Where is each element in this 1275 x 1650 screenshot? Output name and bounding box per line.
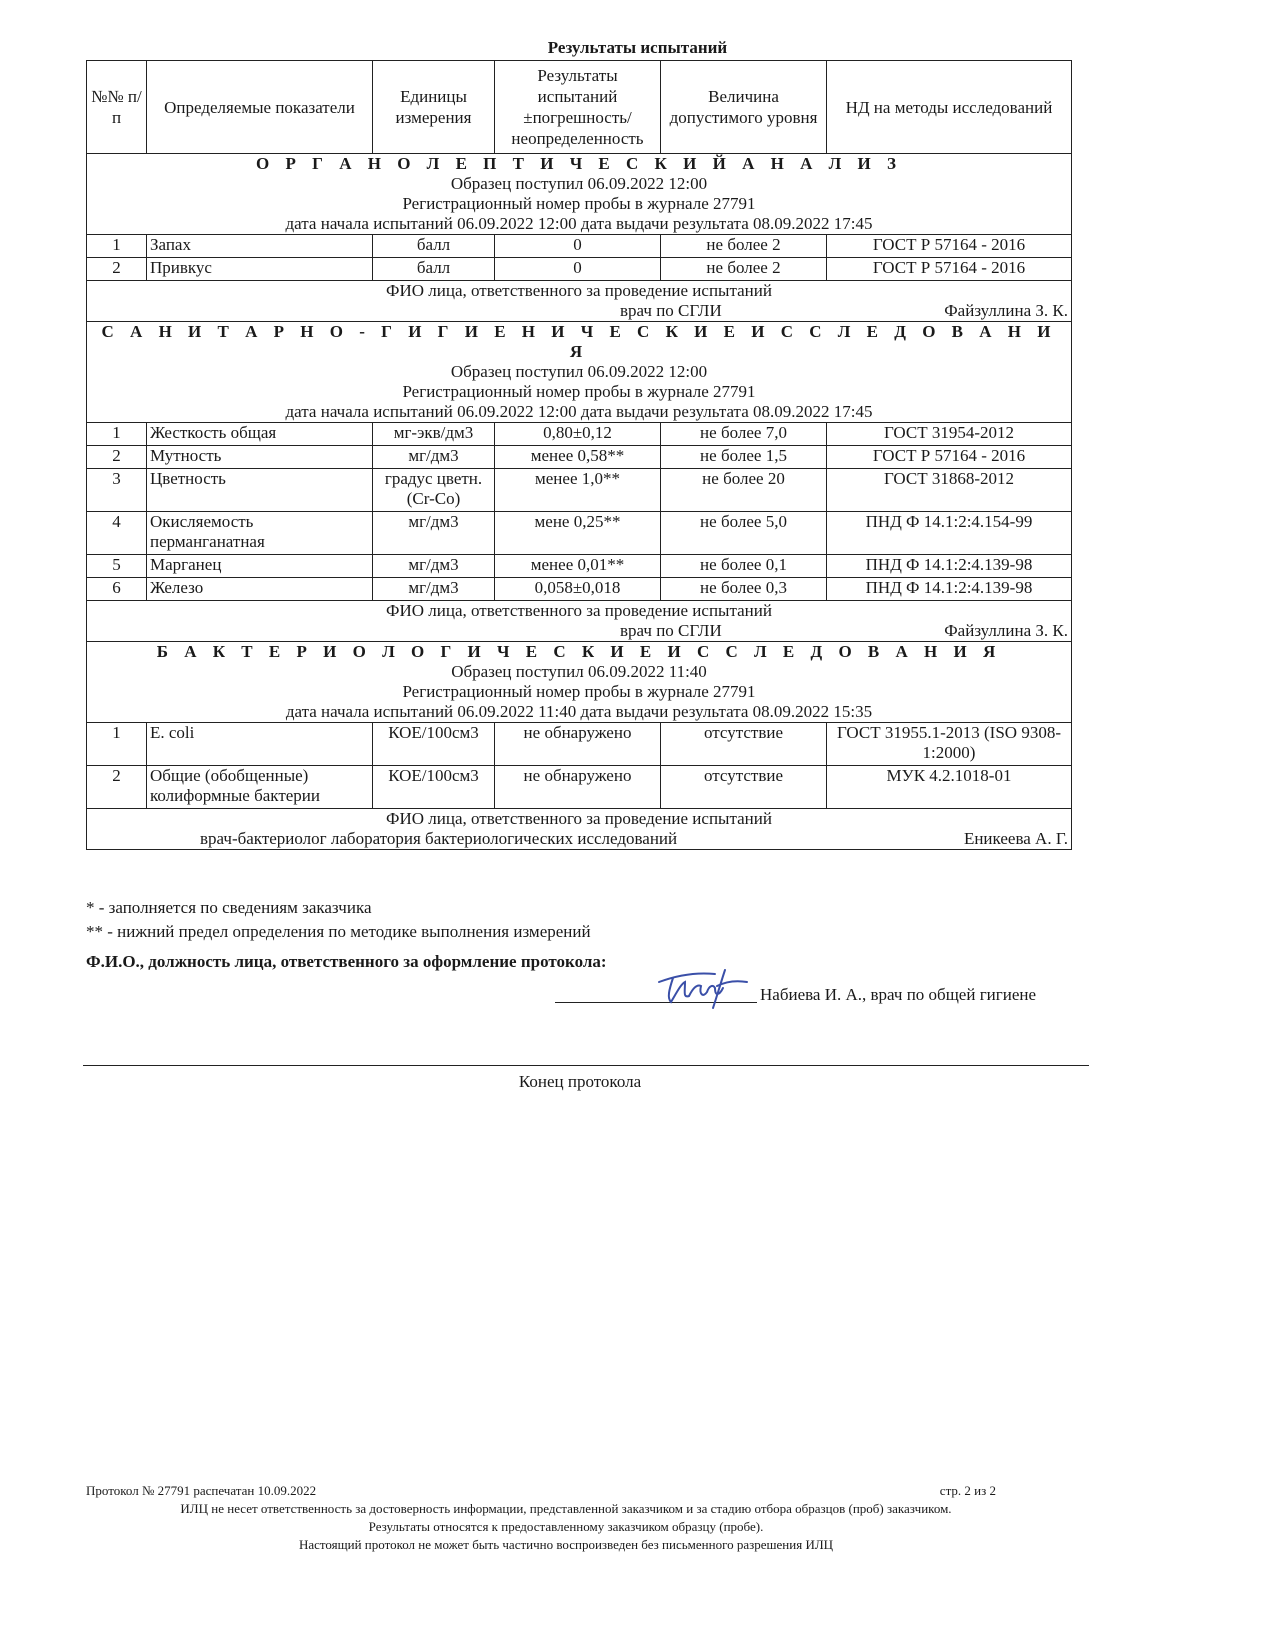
unit: градус цветн.(Cr-Co) <box>373 469 495 512</box>
test-dates: дата начала испытаний 06.09.2022 12:00 дата выдачи результата 08.09.2022 17:45 <box>285 402 873 421</box>
row-number: 1 <box>87 423 147 446</box>
limit: не более 2 <box>661 258 827 281</box>
column-header-method: НД на методы исследований <box>827 61 1072 154</box>
section-title: С А Н И Т А Р Н О - Г И Г И Е Н И Ч Е С К И Е И С С Л Е Д О В А Н И Я <box>101 322 1057 361</box>
indicator-name: Жесткость общая <box>147 423 373 446</box>
method: ПНД Ф 14.1:2:4.139-98 <box>827 578 1072 601</box>
table-row <box>87 258 1072 281</box>
responsible-name: Еникеева А. Г. <box>963 829 1068 848</box>
unit: мг/дм3 <box>373 555 495 578</box>
indicator-name: Общие (обобщенные) колиформные бактерии <box>147 766 373 809</box>
section-header-sanitary <box>87 322 1072 423</box>
row-number: 3 <box>87 469 147 512</box>
row-number: 1 <box>87 723 147 766</box>
sample-received: Образец поступил 06.09.2022 12:00 <box>450 362 708 381</box>
table-row <box>87 446 1072 469</box>
responsible-role: врач-бактериолог лаборатория бактериологических исследований <box>200 829 678 848</box>
unit: мг-экв/дм3 <box>373 423 495 446</box>
responsible-role: врач по СГЛИ <box>620 621 722 640</box>
results-table <box>86 60 1072 850</box>
indicator-name: Железо <box>147 578 373 601</box>
disclaimer-line: ИЛЦ не несет ответственность за достоверность информации, представленной заказчиком и за стадию отбора образцов (проб) заказчиком. <box>180 1501 952 1516</box>
limit: не более 7,0 <box>661 423 827 446</box>
sample-received: Образец поступил 06.09.2022 12:00 <box>450 174 708 193</box>
result: 0,80±0,12 <box>495 423 661 446</box>
result: менее 0,01** <box>495 555 661 578</box>
method: ПНД Ф 14.1:2:4.139-98 <box>827 555 1072 578</box>
column-header-unit: Единицы измерения <box>373 61 495 154</box>
column-header-indicator: Определяемые показатели <box>147 61 373 154</box>
result: 0 <box>495 235 661 258</box>
test-dates: дата начала испытаний 06.09.2022 11:40 дата выдачи результата 08.09.2022 15:35 <box>285 702 873 721</box>
section-header-bacteriological <box>87 642 1072 723</box>
method: ГОСТ Р 57164 - 2016 <box>827 258 1072 281</box>
indicator-name: Марганец <box>147 555 373 578</box>
row-number: 2 <box>87 446 147 469</box>
unit: мг/дм3 <box>373 578 495 601</box>
row-number: 5 <box>87 555 147 578</box>
protocol-print-info: Протокол № 27791 распечатан 10.09.2022 <box>86 1483 317 1498</box>
result: 0 <box>495 258 661 281</box>
footnote-detection-limit: ** - нижний предел определения по методике выполнения измерений <box>86 922 591 941</box>
result: не обнаружено <box>495 723 661 766</box>
result: менее 0,58** <box>495 446 661 469</box>
column-header-result: Результаты испытаний ±погрешность/ неопределенность <box>495 61 661 154</box>
page-title: Результаты испытаний <box>547 38 728 57</box>
responsible-name: Файзуллина З. К. <box>944 621 1068 640</box>
limit: не более 0,3 <box>661 578 827 601</box>
section-header-organoleptic <box>87 154 1072 235</box>
responsible-name: Файзуллина З. К. <box>944 301 1068 320</box>
method: МУК 4.2.1018-01 <box>827 766 1072 809</box>
registration-number: Регистрационный номер пробы в журнале 27791 <box>402 194 756 213</box>
limit: отсутствие <box>661 723 827 766</box>
column-header-number: №№ п/п <box>87 61 147 154</box>
method: ПНД Ф 14.1:2:4.154-99 <box>827 512 1072 555</box>
table-row <box>87 469 1072 512</box>
indicator-name: Мутность <box>147 446 373 469</box>
unit: КОЕ/100см3 <box>373 766 495 809</box>
table-row <box>87 512 1072 555</box>
table-row <box>87 423 1072 446</box>
table-header-row <box>87 61 1072 154</box>
result: менее 1,0** <box>495 469 661 512</box>
unit: балл <box>373 235 495 258</box>
indicator-name: E. coli <box>147 723 373 766</box>
footnotes <box>86 896 591 944</box>
indicator-name: Цветность <box>147 469 373 512</box>
disclaimer-line: Настоящий протокол не может быть частично воспроизведен без письменного разрешения ИЛЦ <box>298 1537 834 1552</box>
limit: не более 5,0 <box>661 512 827 555</box>
method: ГОСТ 31954-2012 <box>827 423 1072 446</box>
responsible-row <box>87 601 1072 642</box>
responsible-label: ФИО лица, ответственного за проведение испытаний <box>386 281 772 300</box>
method: ГОСТ Р 57164 - 2016 <box>827 446 1072 469</box>
row-number: 1 <box>87 235 147 258</box>
signer-name: Набиева И. А., врач по общей гигиене <box>760 985 1037 1004</box>
table-row <box>87 766 1072 809</box>
limit: не более 0,1 <box>661 555 827 578</box>
section-title: О Р Г А Н О Л Е П Т И Ч Е С К И Й А Н А Л И З <box>256 154 902 173</box>
responsible-row <box>87 809 1072 850</box>
indicator-name: Окисляемость перманганатная <box>147 512 373 555</box>
responsible-label: ФИО лица, ответственного за проведение испытаний <box>386 809 772 828</box>
column-header-limit: Величина допустимого уровня <box>661 61 827 154</box>
unit: КОЕ/100см3 <box>373 723 495 766</box>
result: мене 0,25** <box>495 512 661 555</box>
limit: не более 20 <box>661 469 827 512</box>
row-number: 2 <box>87 258 147 281</box>
table-row <box>87 235 1072 258</box>
section-title: Б А К Т Е Р И О Л О Г И Ч Е С К И Е И С С Л Е Д О В А Н И Я <box>156 642 1002 661</box>
limit: не более 2 <box>661 235 827 258</box>
limit: не более 1,5 <box>661 446 827 469</box>
method: ГОСТ 31955.1-2013 (ISO 9308-1:2000) <box>827 723 1072 766</box>
row-number: 4 <box>87 512 147 555</box>
sample-received: Образец поступил 06.09.2022 11:40 <box>451 662 707 681</box>
responsible-role: врач по СГЛИ <box>620 301 722 320</box>
responsible-label: ФИО лица, ответственного за проведение испытаний <box>386 601 772 620</box>
result: не обнаружено <box>495 766 661 809</box>
page-number: стр. 2 из 2 <box>939 1483 996 1498</box>
end-of-protocol: Конец протокола <box>518 1072 642 1091</box>
indicator-name: Запах <box>147 235 373 258</box>
indicator-name: Привкус <box>147 258 373 281</box>
table-row <box>87 555 1072 578</box>
row-number: 6 <box>87 578 147 601</box>
limit: отсутствие <box>661 766 827 809</box>
registration-number: Регистрационный номер пробы в журнале 27791 <box>402 382 756 401</box>
unit: балл <box>373 258 495 281</box>
unit: мг/дм3 <box>373 446 495 469</box>
footnote-customer: * - заполняется по сведениям заказчика <box>86 898 372 917</box>
disclaimer-line: Результаты относятся к предоставленному заказчиком образцу (пробе). <box>368 1519 764 1534</box>
signature-image <box>655 962 760 1012</box>
result: 0,058±0,018 <box>495 578 661 601</box>
method: ГОСТ Р 57164 - 2016 <box>827 235 1072 258</box>
responsible-row <box>87 281 1072 322</box>
test-dates: дата начала испытаний 06.09.2022 12:00 дата выдачи результата 08.09.2022 17:45 <box>285 214 873 233</box>
method: ГОСТ 31868-2012 <box>827 469 1072 512</box>
row-number: 2 <box>87 766 147 809</box>
table-row <box>87 723 1072 766</box>
end-divider <box>83 1065 1089 1066</box>
registration-number: Регистрационный номер пробы в журнале 27791 <box>402 682 756 701</box>
table-row <box>87 578 1072 601</box>
unit: мг/дм3 <box>373 512 495 555</box>
signature-caption: Ф.И.О., должность лица, ответственного за оформление протокола: <box>86 952 607 971</box>
page-footer <box>86 1482 1046 1554</box>
